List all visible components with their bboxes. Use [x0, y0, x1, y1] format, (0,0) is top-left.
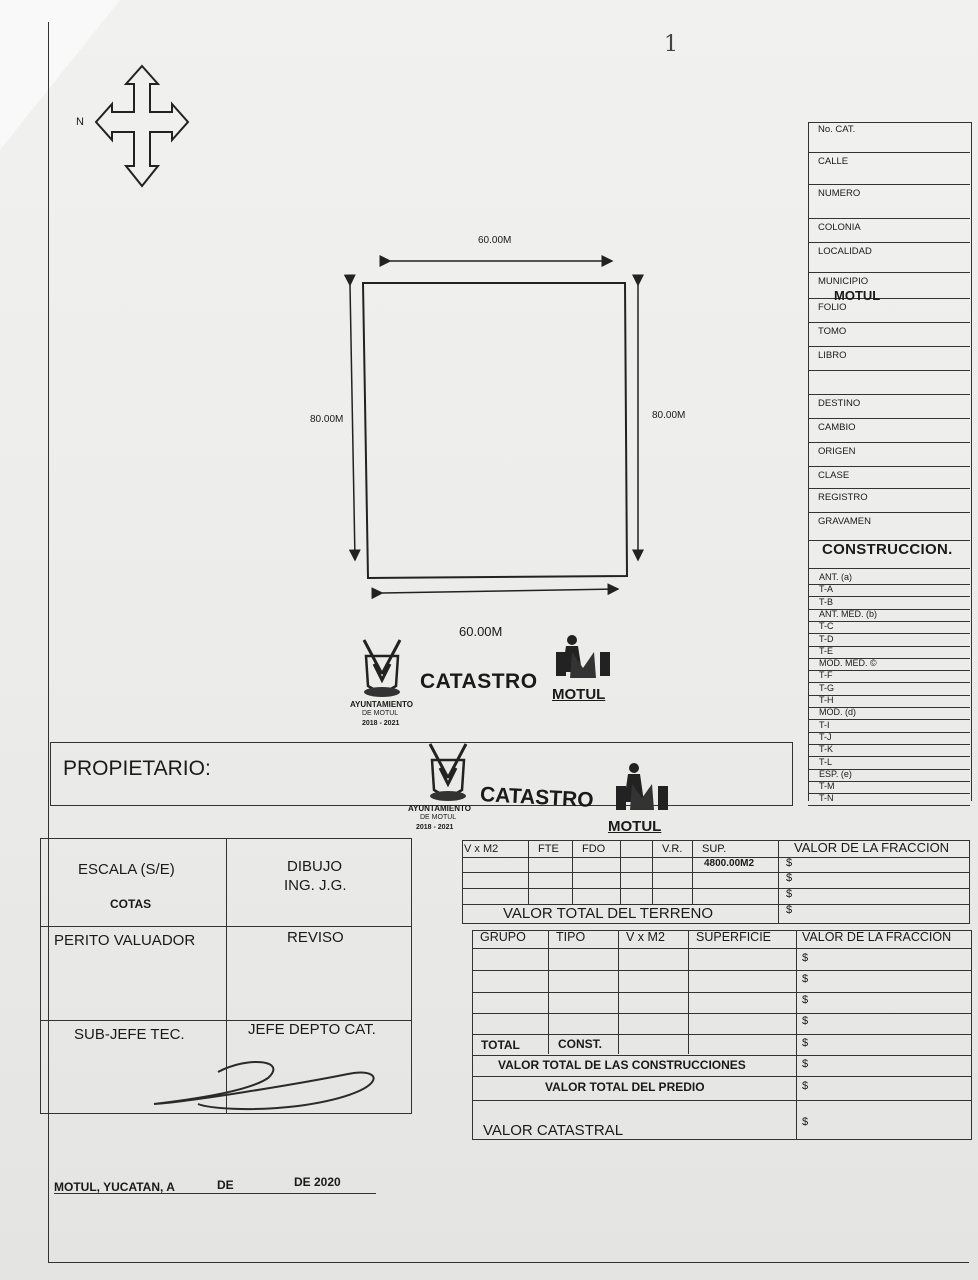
corner-mark: 1	[664, 32, 678, 57]
const-header: GRUPO	[480, 930, 526, 944]
const-header: V x M2	[626, 930, 665, 944]
right-field-line	[808, 298, 970, 299]
stamp-de-motul-2: DE MOTUL	[420, 814, 457, 821]
construccion-row-line	[808, 756, 970, 757]
plot-right-dimension: 80.00M	[652, 410, 686, 421]
const-row-line	[472, 1076, 972, 1077]
right-field-line	[808, 322, 970, 323]
motul-logo-icon-2	[612, 760, 672, 824]
stamp-de-motul: DE MOTUL	[362, 710, 399, 717]
terreno-dollar: $	[786, 872, 793, 884]
right-field-line	[808, 394, 970, 395]
footer-underline	[54, 1193, 376, 1194]
terreno-total-label: VALOR TOTAL DEL TERRENO	[503, 905, 714, 922]
construcciones-table	[472, 930, 972, 1140]
terreno-header: SUP.	[702, 843, 727, 855]
construccion-row-label: T-N	[819, 793, 834, 804]
const-header: TIPO	[556, 930, 586, 944]
footer-de1: DE	[217, 1178, 234, 1192]
construccion-row-label: T-F	[819, 670, 833, 681]
const-row-line	[472, 1055, 972, 1056]
plot-left-dimension: 80.00M	[310, 414, 344, 425]
north-arrow-icon	[92, 62, 192, 190]
terreno-col-line	[778, 840, 779, 924]
stamp-motul-2: MOTUL	[608, 818, 662, 835]
right-field-line	[808, 442, 970, 443]
plot-drawing	[300, 240, 700, 620]
right-field-line	[808, 488, 970, 489]
const-row-line	[472, 1013, 972, 1014]
right-field-line	[808, 346, 970, 347]
const-header: VALOR DE LA FRACCION	[802, 930, 952, 944]
construccion-row-label: MOD. MED. ©	[819, 658, 877, 669]
construccion-row-label: T-L	[819, 756, 833, 767]
terreno-sup-value: 4800.00M2	[704, 858, 755, 869]
plot-top-dimension: 60.00M	[478, 235, 512, 246]
construccion-row-label: ESP. (e)	[819, 768, 852, 779]
construccion-row-label: T-B	[819, 596, 834, 607]
const-dollar: $	[802, 952, 809, 964]
terreno-valor-header: VALOR DE LA FRACCION	[794, 840, 950, 855]
stamp-ayuntamiento: AYUNTAMIENTO	[350, 700, 413, 709]
footer-de2: DE 2020	[294, 1175, 341, 1189]
construccion-row-label: T-K	[819, 744, 834, 755]
perito-label: PERITO VALUADOR	[54, 932, 196, 949]
right-field-line	[808, 242, 970, 243]
stamp-catastro-2: CATASTRO	[479, 783, 595, 812]
construccion-row-label: T-E	[819, 645, 834, 656]
footer-place: MOTUL, YUCATAN, A	[54, 1180, 175, 1194]
stamp-years-2: 2018 - 2021	[416, 824, 454, 831]
motul-logo-icon	[552, 632, 614, 692]
reviso-label: REVISO	[287, 929, 344, 946]
construccion-row-label: T-M	[819, 781, 835, 792]
construccion-row-label: ANT. (a)	[819, 572, 853, 582]
right-field-line	[808, 272, 970, 273]
construccion-row-label: T-A	[819, 584, 834, 595]
right-field-label: No. CAT.	[818, 124, 856, 135]
const-row-line	[472, 948, 972, 949]
stamp-motul: MOTUL	[552, 686, 606, 703]
const-total-label: TOTAL	[481, 1038, 520, 1052]
right-field-label: LIBRO	[818, 350, 847, 361]
const-row-line	[472, 1034, 972, 1035]
escala-label: ESCALA (S/E)	[78, 861, 175, 878]
terreno-dollar: $	[786, 904, 793, 916]
const-dollar: $	[802, 1015, 809, 1027]
const-const-label: CONST.	[558, 1037, 603, 1051]
const-dollar: $	[802, 1080, 809, 1092]
construccion-row-label: T-D	[819, 633, 834, 644]
right-field-label: NUMERO	[818, 188, 861, 199]
terreno-header: FTE	[538, 843, 559, 855]
right-field-label: CLASE	[818, 470, 850, 481]
terreno-dollar: $	[786, 857, 793, 869]
const-dollar: $	[802, 1037, 809, 1049]
north-label: N	[76, 116, 84, 128]
construccion-row-label: T-I	[819, 719, 830, 730]
right-field-label: COLONIA	[818, 222, 861, 233]
stamp-years: 2018 - 2021	[362, 720, 400, 727]
stamp-catastro: CATASTRO	[420, 670, 538, 693]
construccion-row-line	[808, 719, 970, 720]
construccion-title: CONSTRUCCION.	[822, 541, 953, 558]
right-field-line	[808, 512, 970, 513]
ayuntamiento-seal-icon-2	[422, 740, 474, 802]
right-field-label: GRAVAMEN	[818, 516, 871, 527]
construccion-row-label: T-H	[819, 695, 834, 705]
right-field-line	[808, 370, 970, 371]
right-field-label: ORIGEN	[818, 446, 856, 457]
right-field-label: FOLIO	[818, 302, 847, 313]
terreno-dollar: $	[786, 888, 793, 900]
cotas-label: COTAS	[110, 897, 152, 911]
construccion-row-label: T-C	[819, 621, 834, 632]
terreno-row-line	[462, 888, 970, 889]
const-row-line	[472, 992, 972, 993]
construccion-line	[808, 568, 970, 569]
right-field-line	[808, 184, 970, 185]
right-field-label: DESTINO	[818, 398, 861, 409]
const-header: SUPERFICIE	[696, 930, 772, 944]
const-dollar: $	[802, 994, 809, 1006]
valor-total-construcciones: VALOR TOTAL DE LAS CONSTRUCCIONES	[498, 1058, 746, 1072]
terreno-header: V x M2	[464, 843, 499, 855]
const-row-line	[472, 1100, 972, 1101]
right-field-label: MUNICIPIO	[818, 276, 869, 287]
subjefe-label: SUB-JEFE TEC.	[74, 1026, 185, 1043]
right-field-line	[808, 466, 970, 467]
right-field-label: CALLE	[818, 156, 849, 167]
plot-bottom-dimension: 60.00M	[459, 624, 503, 639]
right-field-line	[808, 152, 970, 153]
right-field-label: LOCALIDAD	[818, 246, 872, 257]
construccion-row-label: T-G	[819, 682, 834, 693]
right-field-label: TOMO	[818, 326, 847, 337]
const-col-line	[796, 930, 797, 1140]
propietario-label: PROPIETARIO:	[63, 757, 211, 780]
construccion-row-line	[808, 805, 970, 806]
const-row-line	[472, 970, 972, 971]
right-field-line	[808, 418, 970, 419]
construccion-row-label: MOD. (d)	[819, 707, 856, 718]
terreno-row-line	[462, 872, 970, 873]
const-dollar: $	[802, 1116, 809, 1128]
stamp-ayuntamiento-2: AYUNTAMIENTO	[408, 804, 471, 813]
terreno-header: V.R.	[662, 843, 683, 855]
dibujo-label: DIBUJO	[287, 858, 343, 875]
right-field-line	[808, 218, 970, 219]
jefe-label: JEFE DEPTO CAT.	[248, 1021, 376, 1038]
construccion-row-label: ANT. MED. (b)	[819, 608, 878, 619]
handwritten-signature	[148, 1054, 388, 1114]
construccion-row-label: T-J	[819, 731, 832, 742]
terreno-header: FDO	[582, 843, 606, 855]
const-dollar: $	[802, 973, 809, 985]
right-field-label: CAMBIO	[818, 422, 856, 433]
const-dollar: $	[802, 1058, 809, 1070]
ayuntamiento-seal-icon	[356, 634, 408, 700]
dibujo-name: ING. J.G.	[284, 877, 347, 894]
construccion-row-line	[808, 732, 970, 733]
valor-total-predio: VALOR TOTAL DEL PREDIO	[545, 1080, 705, 1094]
municipio-value: MOTUL	[834, 288, 881, 303]
right-field-label: REGISTRO	[818, 492, 868, 503]
valor-catastral-label: VALOR CATASTRAL	[483, 1122, 624, 1139]
